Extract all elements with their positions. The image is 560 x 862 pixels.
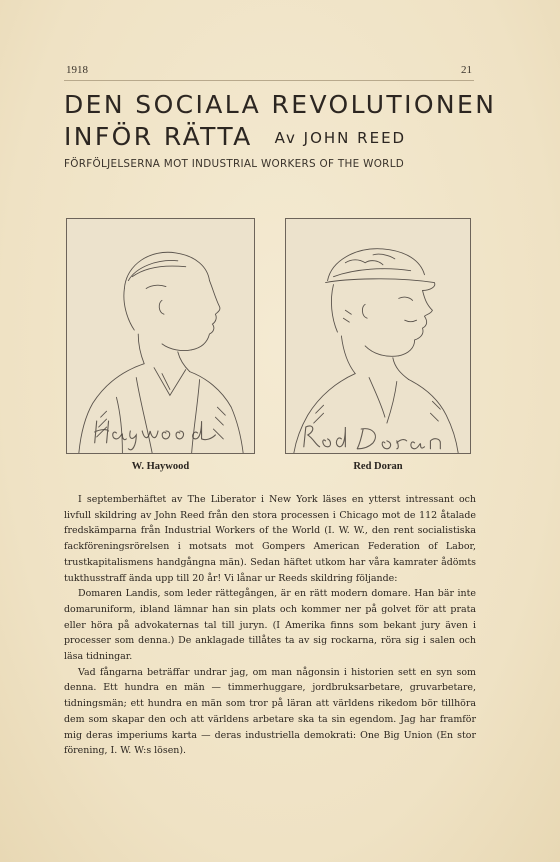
article-body bbox=[64, 485, 476, 759]
caption-haywood: W. Haywood bbox=[131, 461, 190, 472]
illustration-red-doran bbox=[285, 218, 471, 454]
body-paragraph-1: I septemberhäftet av The Liberator i New York läses en ytterst intressant och livfull skildring av John Reed från den stora processen i Chicago mot de 112 åtalade fredskämparna från Industrial Workers of the World (I. W. W., den rent socialistiska fackföreningsrörelsen i motsats mot Gompers American Federation of Labor, trustkapitalismens handgångna män). Sedan häftet utkom har våra kamrater ådömts tukthusstraff ända upp till 20 år! Vi lånar ur Reeds skildring följande: bbox=[64, 494, 476, 584]
illustration-haywood bbox=[66, 218, 255, 454]
body-paragraph-2: Domaren Landis, som leder rättegången, är en rätt modern domare. Han bär inte domaruniform, ibland lämnar han sin plats och kommer ner på golvet för att prata eller höra på advokaternas tal till juryn. (I Amerika finns som bekant jury även i processer som denna.) De anklagade tillåtes ta av sig rockarna, röra sig i salen och läsa tidningar. bbox=[64, 588, 476, 663]
article-title-line-2-text: INFÖR RÄTTA bbox=[64, 122, 253, 151]
haywood-sketch bbox=[67, 219, 254, 453]
article-title-line-1: DEN SOCIALA REVOLUTIONEN bbox=[64, 90, 497, 119]
article-title-line-2 bbox=[64, 122, 406, 151]
caption-red-doran: Red Doran bbox=[353, 461, 403, 472]
article-subtitle: FÖRFÖLJELSERNA MOT INDUSTRIAL WORKERS OF THE WORLD bbox=[64, 158, 405, 170]
page-year: 1918 bbox=[66, 64, 88, 76]
body-paragraph-3: Vad fångarna beträffar undrar jag, om man någonsin i historien sett en syn som denna. Ett hundra en män — timmerhuggare, jordbruksarbetare, gruvarbetare, tidningsmän; ett hundra en män som tror på läran att världens rikedom bör tillhöra dem som skapar den och att världens arbetare ska ta sin egendom. Jag har framför mig deras imperiums karta — deras industriella demokrati: One Big Union (En stor förening, I. W. W:s lösen). bbox=[64, 666, 476, 757]
red-doran-sketch bbox=[286, 219, 470, 453]
page-number: 21 bbox=[461, 64, 472, 76]
header-rule bbox=[64, 80, 474, 81]
article-byline: Av JOHN REED bbox=[274, 129, 407, 147]
